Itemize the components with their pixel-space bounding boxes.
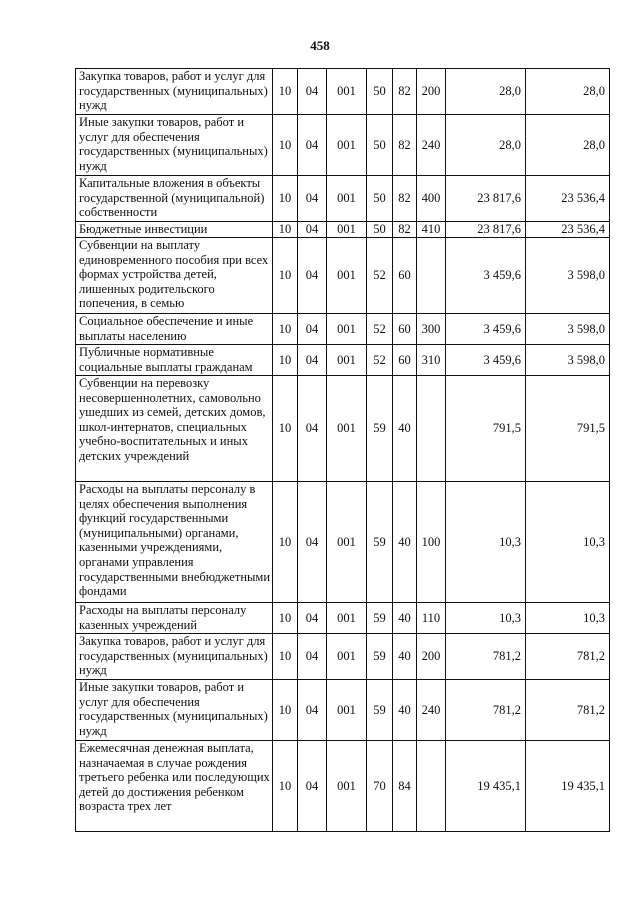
code-section: 10 xyxy=(273,115,298,176)
amount-year-1: 28,0 xyxy=(446,115,526,176)
amount-year-2: 781,2 xyxy=(526,680,610,741)
amount-year-2: 28,0 xyxy=(526,115,610,176)
amount-year-1: 28,0 xyxy=(446,69,526,115)
code-expense-type xyxy=(417,376,446,482)
code-section: 10 xyxy=(273,238,298,314)
amount-year-1: 3 459,6 xyxy=(446,345,526,376)
code-expense-type: 200 xyxy=(417,69,446,115)
code-section: 10 xyxy=(273,222,298,238)
row-name: Расходы на выплаты персоналу казенных учреждений xyxy=(76,603,273,634)
code-article-2: 82 xyxy=(393,69,417,115)
code-subsection: 04 xyxy=(298,603,327,634)
row-name: Бюджетные инвестиции xyxy=(76,222,273,238)
code-expense-type: 410 xyxy=(417,222,446,238)
row-name: Иные закупки товаров, работ и услуг для обеспечения государственных (муниципальных) нужд xyxy=(76,115,273,176)
code-expense-type: 100 xyxy=(417,482,446,603)
code-section: 10 xyxy=(273,680,298,741)
code-expense-type: 200 xyxy=(417,634,446,680)
code-article-1: 52 xyxy=(367,345,393,376)
table-row xyxy=(76,176,610,222)
code-article-2: 84 xyxy=(393,741,417,832)
amount-year-2: 10,3 xyxy=(526,603,610,634)
amount-year-2: 781,2 xyxy=(526,634,610,680)
amount-year-1: 23 817,6 xyxy=(446,222,526,238)
amount-year-2: 3 598,0 xyxy=(526,314,610,345)
code-article-2: 60 xyxy=(393,238,417,314)
code-expense-type: 240 xyxy=(417,115,446,176)
amount-year-1: 23 817,6 xyxy=(446,176,526,222)
code-program: 001 xyxy=(327,222,367,238)
code-program: 001 xyxy=(327,314,367,345)
amount-year-1: 3 459,6 xyxy=(446,314,526,345)
code-subsection: 04 xyxy=(298,69,327,115)
code-article-1: 59 xyxy=(367,376,393,482)
code-subsection: 04 xyxy=(298,238,327,314)
code-article-2: 40 xyxy=(393,680,417,741)
code-section: 10 xyxy=(273,345,298,376)
table-row xyxy=(76,376,610,482)
code-program: 001 xyxy=(327,634,367,680)
code-program: 001 xyxy=(327,741,367,832)
code-article-2: 82 xyxy=(393,222,417,238)
amount-year-2: 3 598,0 xyxy=(526,345,610,376)
code-article-1: 50 xyxy=(367,222,393,238)
code-subsection: 04 xyxy=(298,176,327,222)
budget-table xyxy=(75,68,610,832)
table-row xyxy=(76,222,610,238)
code-subsection: 04 xyxy=(298,634,327,680)
code-article-1: 52 xyxy=(367,314,393,345)
table-row xyxy=(76,115,610,176)
amount-year-2: 19 435,1 xyxy=(526,741,610,832)
code-expense-type: 300 xyxy=(417,314,446,345)
code-section: 10 xyxy=(273,69,298,115)
code-program: 001 xyxy=(327,69,367,115)
code-subsection: 04 xyxy=(298,314,327,345)
table-row xyxy=(76,603,610,634)
table-row xyxy=(76,482,610,603)
code-article-1: 70 xyxy=(367,741,393,832)
table-row xyxy=(76,345,610,376)
code-article-1: 59 xyxy=(367,482,393,603)
row-name: Субвенции на выплату единовременного пособия при всех формах устройства детей, лишенных родительского попечения, в семью xyxy=(76,238,273,314)
table-row xyxy=(76,69,610,115)
code-program: 001 xyxy=(327,238,367,314)
amount-year-1: 781,2 xyxy=(446,680,526,741)
code-program: 001 xyxy=(327,115,367,176)
code-program: 001 xyxy=(327,680,367,741)
code-subsection: 04 xyxy=(298,741,327,832)
code-article-2: 40 xyxy=(393,603,417,634)
code-expense-type: 310 xyxy=(417,345,446,376)
row-name: Иные закупки товаров, работ и услуг для обеспечения государственных (муниципальных) нужд xyxy=(76,680,273,741)
amount-year-2: 10,3 xyxy=(526,482,610,603)
amount-year-1: 10,3 xyxy=(446,482,526,603)
code-program: 001 xyxy=(327,603,367,634)
row-name: Капитальные вложения в объекты государственной (муниципальной) собственности xyxy=(76,176,273,222)
row-name: Субвенции на перевозку несовершеннолетних, самовольно ушедших из семей, детских домов, школ-интернатов, специальных учебно-воспитательных и иных детских учреждений xyxy=(76,376,273,482)
code-subsection: 04 xyxy=(298,482,327,603)
code-article-2: 40 xyxy=(393,376,417,482)
code-article-2: 82 xyxy=(393,115,417,176)
table-row xyxy=(76,680,610,741)
code-article-1: 59 xyxy=(367,680,393,741)
code-article-1: 52 xyxy=(367,238,393,314)
code-section: 10 xyxy=(273,176,298,222)
code-section: 10 xyxy=(273,741,298,832)
code-program: 001 xyxy=(327,482,367,603)
amount-year-1: 791,5 xyxy=(446,376,526,482)
code-subsection: 04 xyxy=(298,680,327,741)
code-expense-type: 110 xyxy=(417,603,446,634)
amount-year-2: 23 536,4 xyxy=(526,222,610,238)
code-subsection: 04 xyxy=(298,345,327,376)
code-article-2: 60 xyxy=(393,314,417,345)
row-name: Закупка товаров, работ и услуг для государственных (муниципальных) нужд xyxy=(76,69,273,115)
amount-year-1: 19 435,1 xyxy=(446,741,526,832)
row-name: Закупка товаров, работ и услуг для государственных (муниципальных) нужд xyxy=(76,634,273,680)
amount-year-2: 23 536,4 xyxy=(526,176,610,222)
code-subsection: 04 xyxy=(298,222,327,238)
amount-year-2: 28,0 xyxy=(526,69,610,115)
amount-year-1: 781,2 xyxy=(446,634,526,680)
code-program: 001 xyxy=(327,345,367,376)
amount-year-2: 791,5 xyxy=(526,376,610,482)
code-article-1: 59 xyxy=(367,603,393,634)
amount-year-1: 3 459,6 xyxy=(446,238,526,314)
table-row xyxy=(76,741,610,832)
row-name: Социальное обеспечение и иные выплаты населению xyxy=(76,314,273,345)
code-article-1: 50 xyxy=(367,115,393,176)
code-section: 10 xyxy=(273,482,298,603)
code-expense-type xyxy=(417,238,446,314)
code-article-1: 50 xyxy=(367,176,393,222)
code-expense-type: 240 xyxy=(417,680,446,741)
code-section: 10 xyxy=(273,634,298,680)
code-expense-type xyxy=(417,741,446,832)
table-row xyxy=(76,634,610,680)
table-row xyxy=(76,314,610,345)
table-row xyxy=(76,238,610,314)
page-number: 458 xyxy=(310,38,330,53)
code-article-2: 82 xyxy=(393,176,417,222)
code-article-2: 40 xyxy=(393,634,417,680)
row-name: Публичные нормативные социальные выплаты гражданам xyxy=(76,345,273,376)
code-program: 001 xyxy=(327,376,367,482)
code-subsection: 04 xyxy=(298,376,327,482)
code-program: 001 xyxy=(327,176,367,222)
code-article-2: 60 xyxy=(393,345,417,376)
code-section: 10 xyxy=(273,314,298,345)
amount-year-2: 3 598,0 xyxy=(526,238,610,314)
row-name: Ежемесячная денежная выплата, назначаемая в случае рождения третьего ребенка или последующих детей до достижения ребенком возраста трех лет xyxy=(76,741,273,832)
row-name: Расходы на выплаты персоналу в целях обеспечения выполнения функций государственными (муниципальными) органами, казенными учреждениями, органами управления государственными внебюджетными фондами xyxy=(76,482,273,603)
code-section: 10 xyxy=(273,376,298,482)
code-article-1: 59 xyxy=(367,634,393,680)
code-expense-type: 400 xyxy=(417,176,446,222)
code-article-2: 40 xyxy=(393,482,417,603)
amount-year-1: 10,3 xyxy=(446,603,526,634)
code-section: 10 xyxy=(273,603,298,634)
code-article-1: 50 xyxy=(367,69,393,115)
code-subsection: 04 xyxy=(298,115,327,176)
